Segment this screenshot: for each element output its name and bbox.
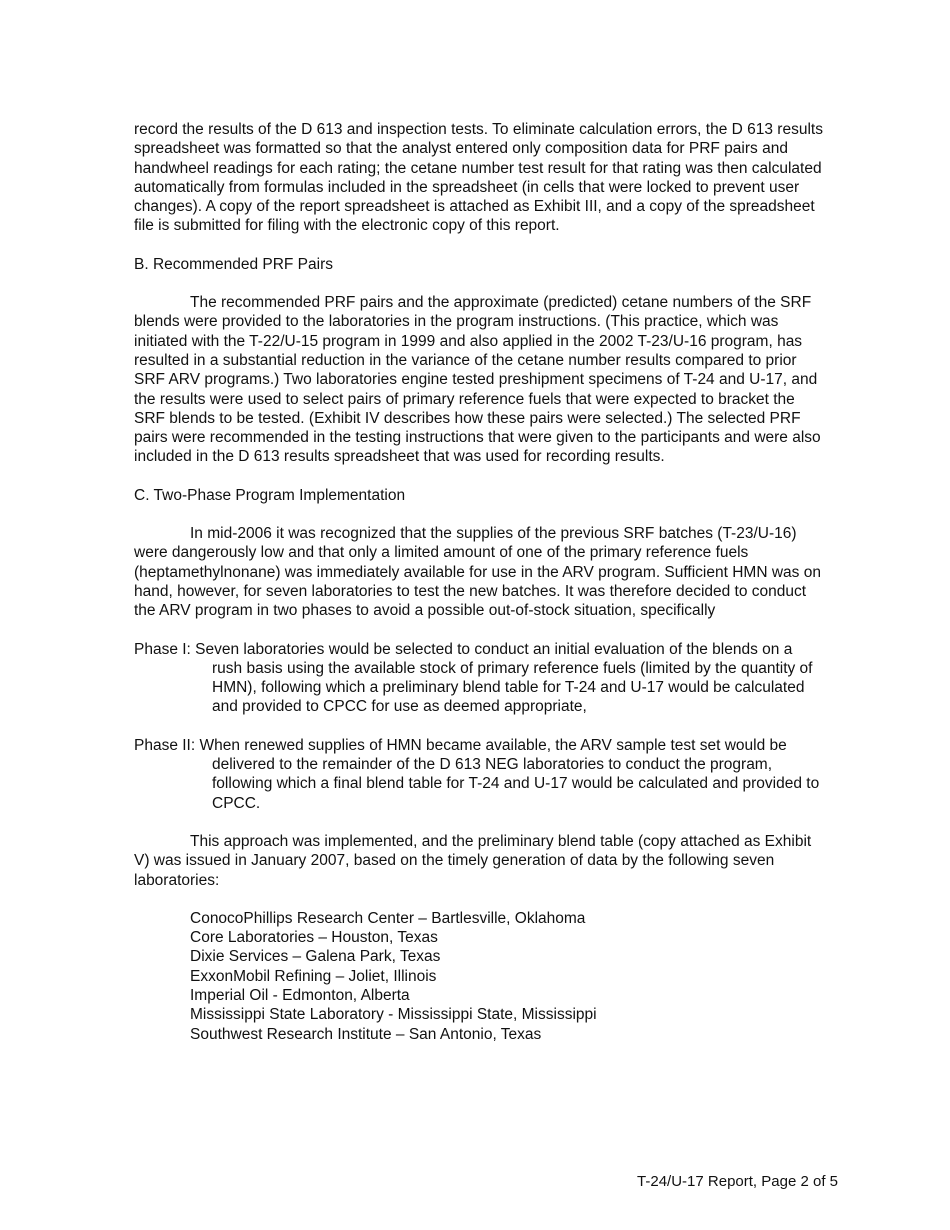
laboratory-item: ConocoPhillips Research Center – Bartlesville, Oklahoma: [190, 909, 586, 927]
laboratory-item: Imperial Oil - Edmonton, Alberta: [190, 986, 410, 1004]
section-c-heading: C. Two-Phase Program Implementation: [134, 486, 406, 504]
intro-paragraph: record the results of the D 613 and inspection tests. To eliminate calculation errors, the D 613 results spreadsheet was formatted so that the analyst entered only composition data for PRF pairs and handwheel readings for each rating; the cetane number test result for that rating was then calculated automatically from formulas included in the spreadsheet (in cells that were locked to prevent user changes). A copy of the report spreadsheet is attached as Exhibit III, and a copy of the spreadsheet file is submitted for filing with the electronic copy of this report.: [134, 121, 823, 235]
phase-2-item: Phase II: When renewed supplies of HMN became available, the ARV sample test set would be delivered to the remainder of the D 613 NEG laboratories to conduct the program, following which a final blend table for T-24 and U-17 would be calculated and provided to CPCC.: [134, 736, 820, 812]
section-c-paragraph: In mid-2006 it was recognized that the supplies of the previous SRF batches (T-23/U-16) were dangerously low and that only a limited amount of one of the primary reference fuels (heptamethylnonane) was immediately available for use in the ARV program. Sufficient HMN was on hand, however, for seven laboratories to test the new batches. It was therefore decided to conduct the ARV program in two phases to avoid a possible out-of-stock situation, specifically: [134, 525, 821, 620]
section-b-heading: B. Recommended PRF Pairs: [134, 255, 333, 273]
section-c-closing-paragraph: This approach was implemented, and the preliminary blend table (copy attached as Exhibit V) was issued in January 2007, based on the timely generation of data by the following seven laboratories:: [134, 832, 812, 889]
document-page: [134, 120, 824, 1044]
laboratory-item: Mississippi State Laboratory - Mississippi State, Mississippi: [190, 1006, 597, 1024]
section-b-paragraph: The recommended PRF pairs and the approximate (predicted) cetane numbers of the SRF blends were provided to the laboratories in the program instructions. (This practice, which was initiated with the T-22/U-15 program in 1999 and also applied in the 2002 T-23/U-16 program, has resulted in a substantial reduction in the variance of the cetane number results compared to prior SRF ARV programs.) Two laboratories engine tested preshipment specimens of T-24 and U-17, and the results were used to select pairs of primary reference fuels that were expected to bracket the SRF blends to be tested. (Exhibit IV describes how these pairs were selected.) The selected PRF pairs were recommended in the testing instructions that were given to the participants and were also included in the D 613 results spreadsheet that was used for recording results.: [134, 294, 821, 466]
laboratory-item: Southwest Research Institute – San Antonio, Texas: [190, 1025, 542, 1043]
laboratory-item: ExxonMobil Refining – Joliet, Illinois: [190, 967, 437, 985]
laboratory-item: Dixie Services – Galena Park, Texas: [190, 948, 441, 966]
phase-1-item: Phase I: Seven laboratories would be selected to conduct an initial evaluation of the blends on a rush basis using the available stock of primary reference fuels (limited by the quantity of HMN), following which a preliminary blend table for T-24 and U-17 would be calculated and provided to CPCC for use as deemed appropriate,: [134, 640, 813, 716]
laboratory-item: Core Laboratories – Houston, Texas: [190, 929, 438, 947]
page-footer: T-24/U-17 Report, Page 2 of 5: [637, 1173, 838, 1190]
laboratory-list: [134, 909, 824, 1044]
